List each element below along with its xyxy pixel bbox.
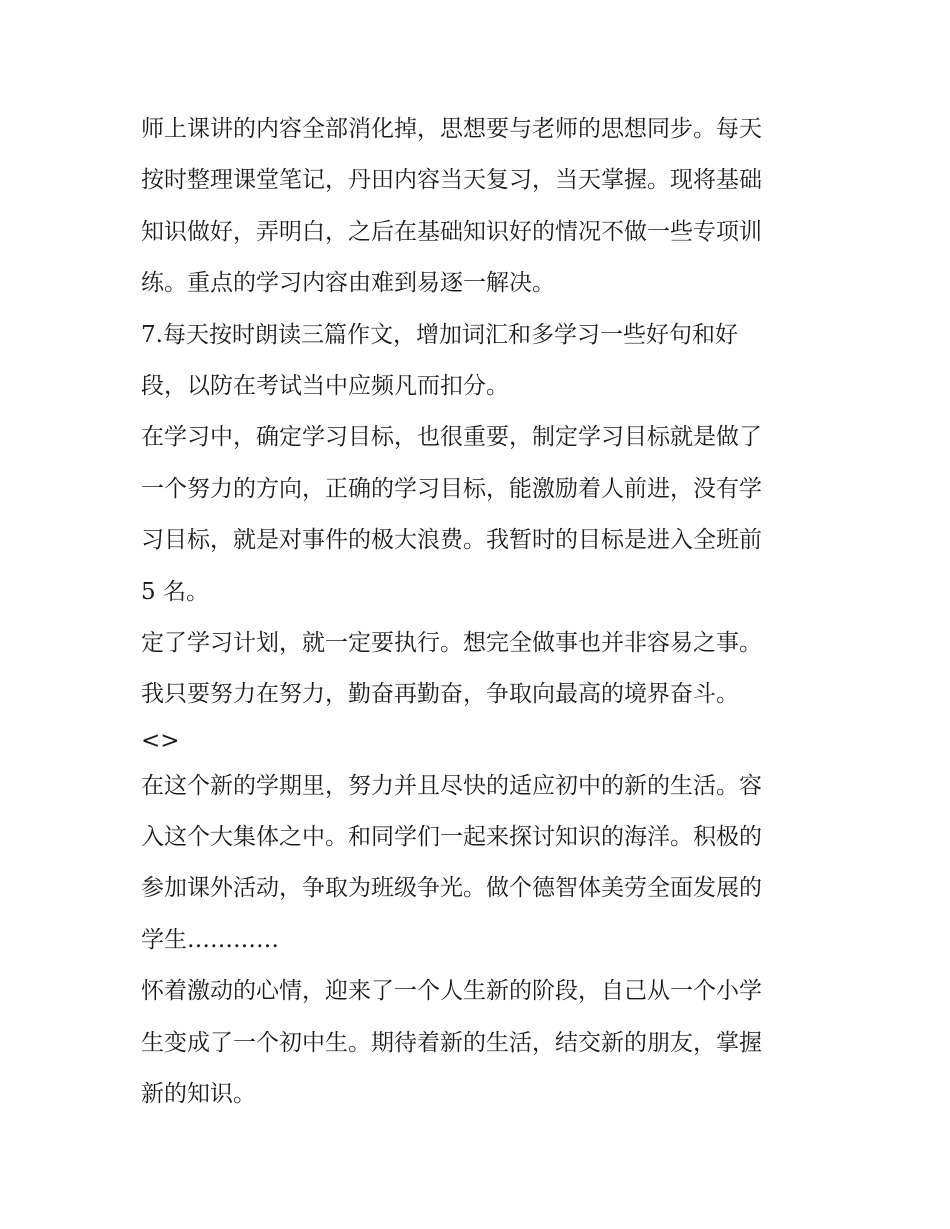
text-line-13: <> [141,727,180,754]
text-line-9: 习目标，就是对事件的极大浪费。我暂时的目标是进入全班前 [141,527,762,554]
text-line-16: 参加课外活动，争取为班级争光。做个德智体美劳全面发展的 [141,875,762,902]
text-line-18: 怀着激动的心情，迎来了一个人生新的阶段，自己从一个小学 [141,978,762,1005]
text-line-2: 按时整理课堂笔记，丹田内容当天复习，当天掌握。现将基础 [141,167,762,194]
text-line-19: 生变成了一个初中生。期待着新的生活，结交新的朋友，掌握 [141,1029,762,1056]
text-line-4: 练。重点的学习内容由难到易逐一解决。 [141,270,555,297]
text-line-7: 在学习中，确定学习目标，也很重要，制定学习目标就是做了 [141,424,762,451]
text-line-11: 定了学习计划，就一定要执行。想完全做事也并非容易之事。 [141,629,762,656]
text-line-1: 师上课讲的内容全部消化掉，思想要与老师的思想同步。每天 [141,116,762,142]
text-line-3: 知识做好，弄明白，之后在基础知识好的情况不做一些专项训 [141,218,762,245]
document-body [141,104,831,1120]
text-line-14: 在这个新的学期里，努力并且尽快的适应初中的新的生活。容 [141,772,762,799]
text-line-20: 新的知识。 [141,1081,256,1108]
text-line-5: 7.每天按时朗读三篇作文，增加词汇和多学习一些好句和好 [141,321,738,348]
text-line-8: 一个努力的方向，正确的学习目标，能激励着人前进，没有学 [141,475,762,502]
text-line-12: 我只要努力在努力，勤奋再勤奋，争取向最高的境界奋斗。 [141,681,739,708]
text-line-17: 学生………… [141,926,279,953]
text-line-15: 入这个大集体之中。和同学们一起来探讨知识的海洋。积极的 [141,824,762,851]
text-line-6: 段，以防在考试当中应频凡而扣分。 [141,372,509,399]
text-line-10: 5 名。 [141,578,209,605]
